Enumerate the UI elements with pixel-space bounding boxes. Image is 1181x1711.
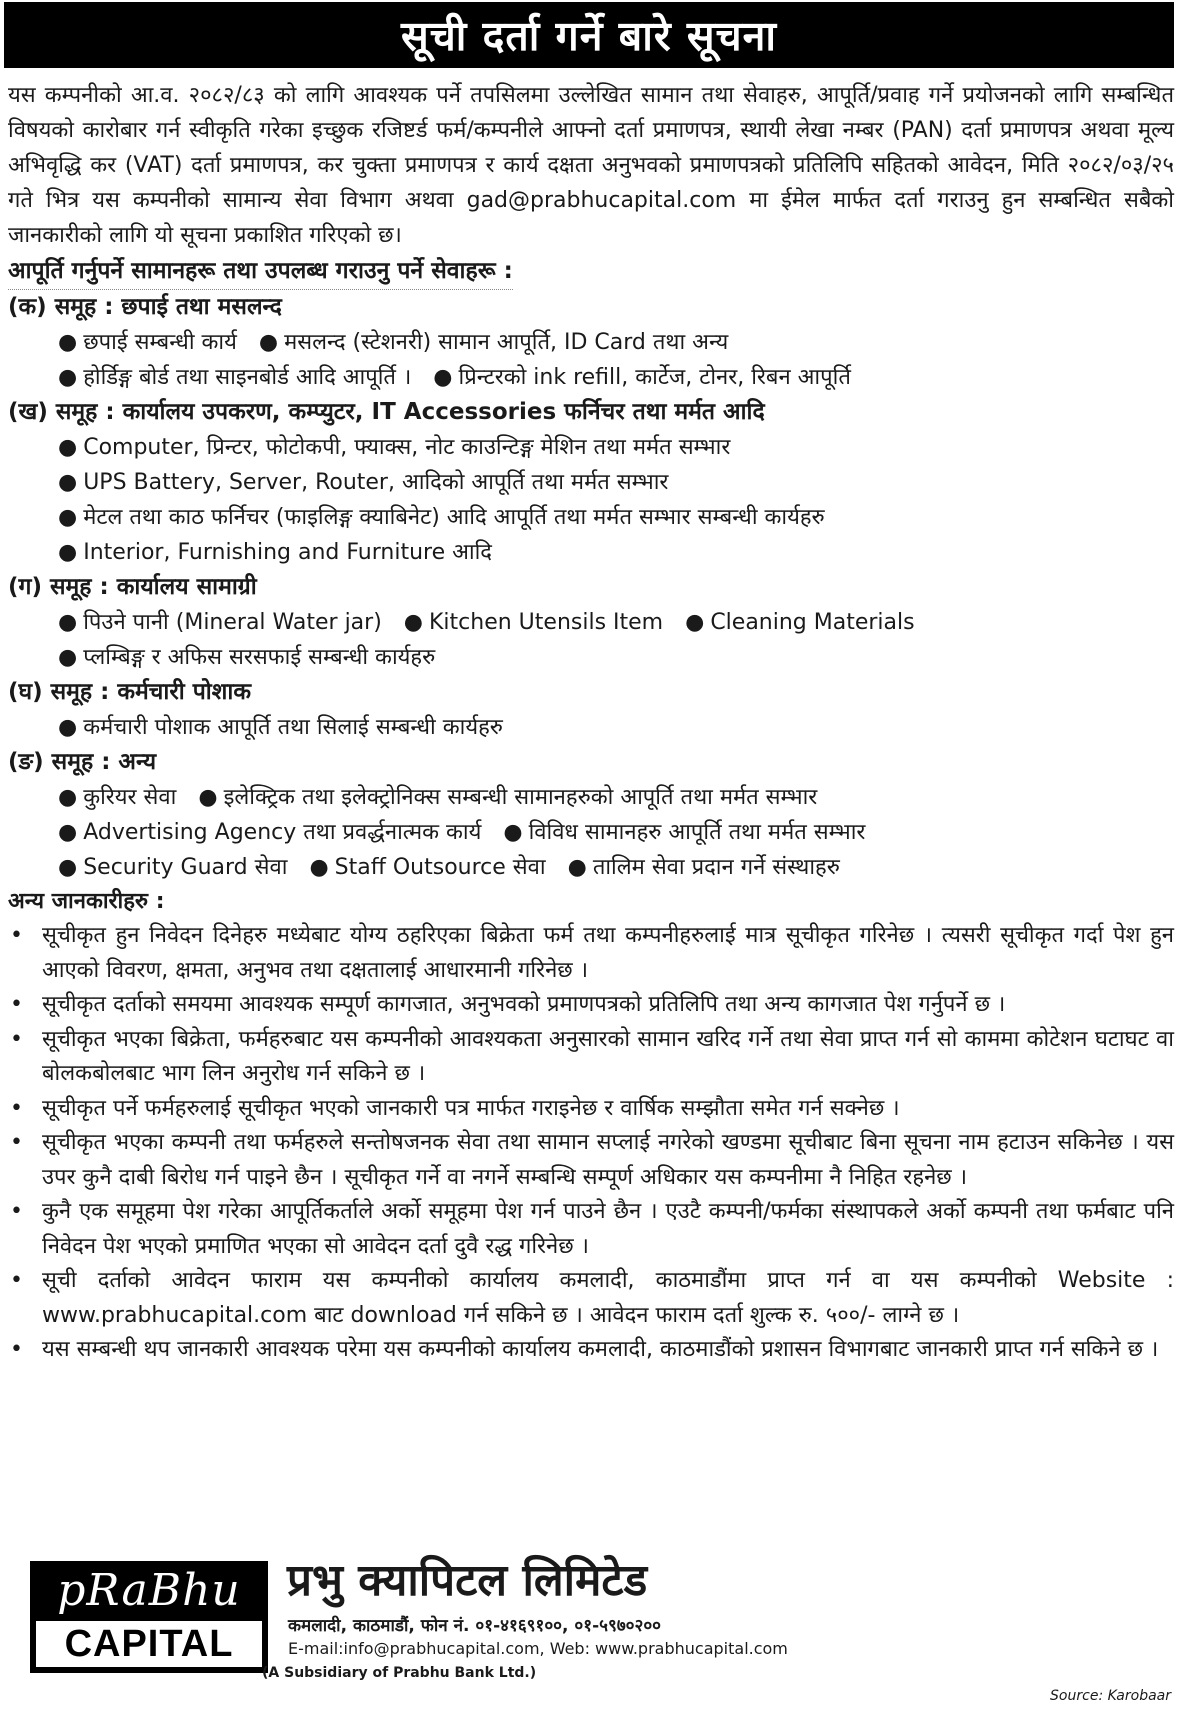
company-name: प्रभु क्यापिटल लिमिटेड — [287, 1555, 648, 1606]
group-heading: (क) समूह : छपाई तथा मसलन्द — [8, 294, 282, 320]
item-text: Interior, Furnishing and Furniture आदि — [83, 540, 492, 565]
bullet-icon: • — [10, 1268, 23, 1293]
group-item-line — [58, 780, 1174, 815]
bullet-icon: ● — [58, 540, 78, 565]
info-text: सूची दर्ताको आवेदन फाराम यस कम्पनीको कार्यालय कमलादी, काठमाडौंमा प्राप्त गर्न वा यस कम्पनीको Website : www.prabhucapital.com बाट download गर्न सकिने छ । आवेदन फाराम दर्ता शुल्क रु. ५००/- लाग्ने छ । — [42, 1268, 1174, 1328]
bullet-icon: ● — [258, 330, 279, 355]
bullet-icon: ● — [685, 610, 705, 635]
notice-content — [8, 78, 1174, 1368]
group-items — [58, 710, 1174, 745]
item-text: होर्डिङ्ग बोर्ड तथा साइनबोर्ड आदि आपूर्ति । — [83, 365, 412, 390]
item-text: मसलन्द (स्टेशनरी) सामान आपूर्ति, ID Card तथा अन्य — [284, 330, 729, 355]
source-credit: Source: Karobaar — [1050, 1688, 1171, 1704]
item-text: विविध सामानहरु आपूर्ति तथा मर्मत सम्भार — [528, 820, 866, 845]
group-item-line — [58, 815, 1174, 850]
item-text: कुरियर सेवा — [83, 785, 177, 810]
group-item-line — [58, 500, 1174, 535]
info-item — [8, 1333, 1174, 1368]
info-text: सूचीकृत भएका कम्पनी तथा फर्महरुले सन्तोषजनक सेवा तथा सामान सप्लाई नगरेको खण्डमा सूचीबाट बिना सूचना नाम हटाउन सकिनेछ । यस उपर कुनै दाबी बिरोध गर्न पाइने छैन । सूचीकृत गर्ने वा नगर्ने सम्बन्धि सम्पूर्ण अधिकार यस कम्पनीमा नै निहित रहनेछ । — [42, 1130, 1174, 1190]
item-text: Advertising Agency तथा प्रवर्द्धनात्मक कार्य — [83, 820, 482, 845]
item-text: प्लम्बिङ्ग र अफिस सरसफाई सम्बन्धी कार्यहरु — [83, 645, 436, 670]
bullet-icon: ● — [58, 645, 78, 670]
notice-title: सूची दर्ता गर्ने बारे सूचना — [4, 2, 1174, 68]
supply-heading: आपूर्ति गर्नुपर्ने सामानहरू तथा उपलब्ध गराउनु पर्ने सेवाहरू : — [8, 253, 513, 290]
group-heading: (ङ) समूह : अन्य — [8, 749, 157, 775]
item-text: तालिम सेवा प्रदान गर्ने संस्थाहरु — [592, 855, 840, 880]
item-text: इलेक्ट्रिक तथा इलेक्ट्रोनिक्स सम्बन्धी सामानहरुको आपूर्ति तथा मर्मत सम्भार — [223, 785, 818, 810]
intro-paragraph: यस कम्पनीको आ.व. २०८२/८३ को लागि आवश्यक पर्ने तपसिलमा उल्लेखित सामान तथा सेवाहरु, आपूर्ति/प्रवाह गर्ने प्रयोजनको लागि सम्बन्धित विषयको कारोबार गर्न स्वीकृति गरेका इच्छुक रजिष्टर्ड फर्म/कम्पनीले आफ्नो दर्ता प्रमाणपत्र, स्थायी लेखा नम्बर (PAN) दर्ता प्रमाणपत्र अथवा मूल्य अभिवृद्धि कर (VAT) दर्ता प्रमाणपत्र, कर चुक्ता प्रमाणपत्र र कार्य दक्षता अनुभवको प्रमाणपत्रको प्रतिलिपि सहितको आवेदन, मिति २०८२/०३/२५ गते भित्र यस कम्पनीको सामान्य सेवा विभाग अथवा gad@prabhucapital.com मा ईमेल मार्फत दर्ता गराउनु हुन सम्बन्धित सबैको जानकारीको लागि यो सूचना प्रकाशित गरिएको छ। — [8, 83, 1174, 248]
company-email-web: E-mail:info@prabhucapital.com, Web: www.prabhucapital.com — [288, 1639, 788, 1658]
group-item-line — [58, 465, 1174, 500]
bullet-icon: • — [10, 1199, 23, 1224]
item-text: पिउने पानी (Mineral Water jar) — [83, 610, 382, 635]
info-text: सूचीकृत भएका बिक्रेता, फर्महरुबाट यस कम्पनीको आवश्यकता अनुसारको सामान खरिद गर्ने तथा सेवा प्राप्त गर्न सो काममा कोटेशन घटाघट वा बोलकबोलबाट भाग लिन अनुरोध गर्न सकिने छ । — [42, 1026, 1174, 1086]
info-text: कुनै एक समूहमा पेश गरेका आपूर्तिकर्ताले अर्को समूहमा पेश गर्न पाउने छैन । एउटै कम्पनी/फर्मका संस्थापकले अर्को कम्पनी तथा फर्मबाट पनि निवेदन पेश भएको प्रमाणित भएका सो आवेदन दर्ता दुवै रद्ध गरिनेछ । — [42, 1199, 1174, 1259]
bullet-icon: ● — [58, 855, 78, 880]
item-text: कर्मचारी पोशाक आपूर्ति तथा सिलाई सम्बन्धी कार्यहरु — [83, 715, 503, 740]
group-item-line — [58, 360, 1174, 395]
company-footer — [30, 1553, 1160, 1683]
group-item-line — [58, 325, 1174, 360]
group-heading: (ग) समूह : कार्यालय सामाग्री — [8, 574, 257, 600]
bullet-icon: ● — [58, 365, 78, 390]
group-item-line — [58, 535, 1174, 570]
bullet-icon: • — [10, 923, 23, 948]
bullet-icon: ● — [58, 470, 78, 495]
bullet-icon: ● — [58, 820, 78, 845]
item-text: Staff Outsource सेवा — [334, 855, 546, 880]
bullet-icon: • — [10, 1026, 23, 1052]
bullet-icon: ● — [567, 855, 587, 880]
bullet-icon: ● — [403, 610, 423, 635]
item-text: मेटल तथा काठ फर्निचर (फाइलिङ्ग क्याबिनेट) आदि आपूर्ति तथा मर्मत सम्भार सम्बन्धी कार्यहरु — [83, 505, 825, 530]
group-item-line — [58, 430, 1174, 465]
bullet-icon: ● — [58, 610, 78, 635]
item-text: Computer, प्रिन्टर, फोटोकपी, फ्याक्स, नोट काउन्टिङ्ग मेशिन तथा मर्मत सम्भार — [83, 435, 731, 460]
item-text: छपाई सम्बन्धी कार्य — [83, 330, 237, 355]
group-item-line — [58, 640, 1174, 675]
bullet-icon: ● — [433, 365, 453, 390]
item-text: प्रिन्टरको ink refill, कार्टेज, टोनर, रिबन आपूर्ति — [458, 365, 851, 390]
bullet-icon: ● — [58, 330, 78, 355]
item-text: Security Guard सेवा — [83, 855, 288, 880]
bullet-icon: • — [10, 992, 23, 1017]
item-text: Kitchen Utensils Item — [429, 610, 664, 635]
info-item — [8, 1092, 1174, 1127]
company-logo — [30, 1561, 268, 1673]
group-item-line — [58, 710, 1174, 745]
bullet-icon: ● — [58, 435, 78, 460]
group-items — [58, 605, 1174, 675]
group-items — [58, 430, 1174, 570]
bullet-icon: • — [10, 1130, 23, 1155]
group-items — [58, 780, 1174, 885]
bullet-icon: • — [10, 1095, 23, 1121]
bullet-icon: ● — [309, 855, 329, 880]
info-item — [8, 988, 1174, 1023]
bullet-icon: ● — [58, 715, 78, 740]
item-text: Cleaning Materials — [710, 610, 915, 635]
info-text: सूचीकृत पर्ने फर्महरुलाई सूचीकृत भएको जानकारी पत्र मार्फत गराइनेछ र वार्षिक सम्झौता समेत गर्न सक्नेछ । — [42, 1095, 900, 1121]
group-heading: (घ) समूह : कर्मचारी पोशाक — [8, 679, 251, 705]
group-items — [58, 325, 1174, 395]
info-text: सूचीकृत हुन निवेदन दिनेहरु मध्येबाट योग्य ठहरिएका बिक्रेता फर्म तथा कम्पनीहरुलाई मात्र सूचीकृत गरिनेछ । त्यसरी सूचीकृत गर्दा पेश हुन आएको विवरण, क्षमता, अनुभव तथा दक्षतालाई आधारमानी गरिनेछ । — [42, 923, 1174, 983]
other-info-heading: अन्य जानकारीहरु : — [8, 889, 165, 914]
other-info-list — [8, 919, 1174, 1368]
info-item — [8, 1126, 1174, 1195]
item-text: UPS Battery, Server, Router, आदिको आपूर्ति तथा मर्मत सम्भार — [83, 470, 669, 495]
logo-wordmark: pRaBhu — [57, 1564, 241, 1616]
bullet-icon: • — [10, 1337, 23, 1362]
group-item-line — [58, 850, 1174, 885]
bullet-icon: ● — [503, 820, 523, 845]
company-contact: कमलादी, काठमाडौं, फोन नं. ०१-४१६९१००, ०१-५९७०२०० — [288, 1616, 662, 1636]
info-item — [8, 1195, 1174, 1264]
info-text: सूचीकृत दर्ताको समयमा आवश्यक सम्पूर्ण कागजात, अनुभवको प्रमाणपत्रको प्रतिलिपि तथा अन्य कागजात पेश गर्नुपर्ने छ । — [42, 992, 1006, 1017]
info-item — [8, 1023, 1174, 1092]
subsidiary-note: (A Subsidiary of Prabhu Bank Ltd.) — [262, 1665, 537, 1681]
info-item — [8, 919, 1174, 988]
group-heading: (ख) समूह : कार्यालय उपकरण, कम्प्युटर, IT Accessories फर्निचर तथा मर्मत आदि — [8, 399, 765, 425]
group-item-line — [58, 605, 1174, 640]
info-text: यस सम्बन्धी थप जानकारी आवश्यक परेमा यस कम्पनीको कार्यालय कमलादी, काठमाडौंको प्रशासन विभागबाट जानकारी प्राप्त गर्न सकिने छ । — [42, 1337, 1159, 1362]
bullet-icon: ● — [58, 785, 78, 810]
bullet-icon: ● — [58, 505, 78, 530]
logo-capital: CAPITAL — [36, 1621, 262, 1667]
bullet-icon: ● — [198, 785, 218, 810]
info-item — [8, 1264, 1174, 1333]
supply-groups — [8, 290, 1174, 885]
